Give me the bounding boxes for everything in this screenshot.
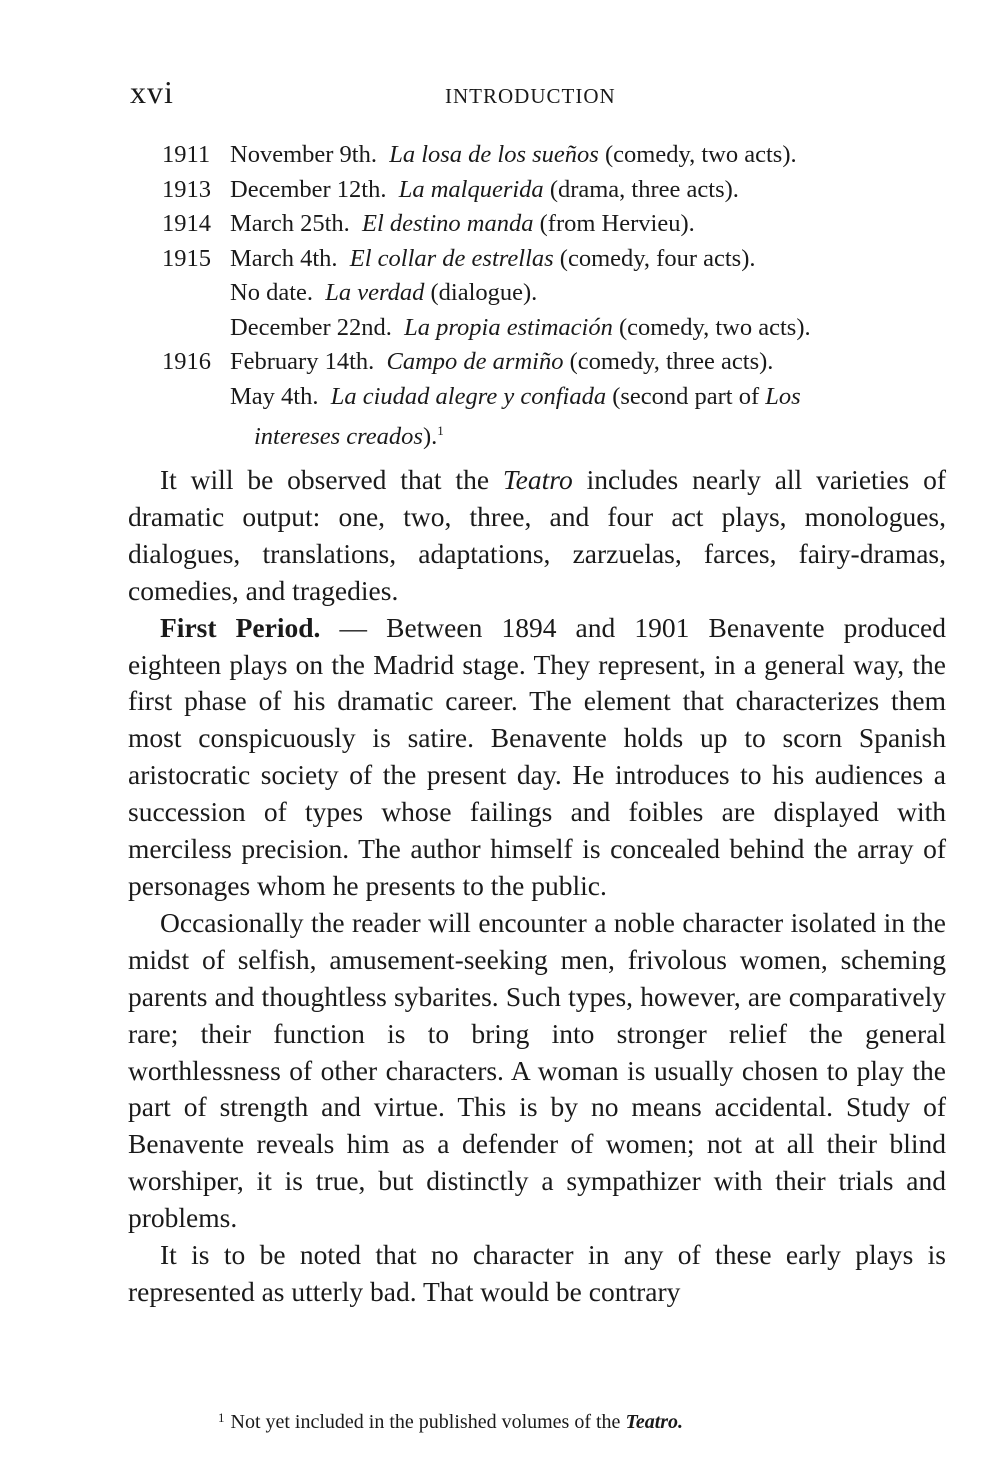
- entry-title: La losa de los sueños: [389, 141, 599, 168]
- italic-term: Teatro: [502, 464, 573, 495]
- entry-year: 1911: [162, 141, 211, 168]
- entry-year: 1913: [162, 175, 211, 203]
- footnote-mark: 1: [218, 1410, 225, 1425]
- entry-date: December 12th.: [230, 175, 387, 203]
- entry-title: Campo de armiño: [386, 348, 564, 375]
- chronology-entry: [162, 345, 952, 380]
- entry-date: March 4th.: [230, 244, 338, 272]
- footnote-reference: 1: [437, 423, 444, 438]
- entry-note: (comedy, four acts).: [559, 244, 756, 272]
- entry-date: February 14th.: [230, 348, 375, 375]
- chronology-list: [162, 138, 952, 449]
- running-head: INTRODUCTION: [445, 84, 616, 108]
- paragraph: Occasionally the reader will encounter a noble character isolated in the midst of selfish, amusement-seeking men, frivolous women, scheming parents and thoughtless sybarites. Such types, however, are comparatively rare; their function is to bring into stronger relief the general worthlessness of other characters. A woman is usually chosen to play the part of strength and virtue. This is by no means accidental. Study of Benavente reveals him as a defender of women; not at all their blind worshiper, it is true, but distinctly a sympathizer with their trials and problems.: [128, 906, 946, 1234]
- entry-note: (from Hervieu).: [539, 210, 695, 237]
- entry-note-end: ).: [422, 423, 438, 450]
- entry-title: La ciudad alegre y confiada: [330, 382, 607, 410]
- paragraph-text: — Between 1894 and 1901 Benavente produced eighteen plays on the Madrid stage. They represent, in a general way, the first phase of his dramatic career. The element that characterizes them most conspicuously is satire. Benavente holds up to scorn Spanish aristocratic society of the present day. He introduces to his audiences a succession of types whose failings and foibles are displayed with merciless precision. The author himself is concealed behind the array of personages whom he presents to the public.: [128, 611, 946, 901]
- entry-title: La propia estimación: [404, 313, 613, 341]
- footnote-italic: Teatro.: [625, 1411, 684, 1433]
- entry-year: 1914: [162, 210, 211, 237]
- entry-title: La verdad: [325, 279, 425, 306]
- entry-date: May 4th.: [230, 382, 319, 410]
- entry-date: December 22nd.: [230, 313, 392, 341]
- entry-year: 1915: [162, 244, 211, 272]
- chronology-entry: [162, 173, 952, 208]
- entry-date: November 9th.: [230, 141, 377, 168]
- chronology-entry: [162, 311, 952, 346]
- chronology-entry: [162, 138, 952, 173]
- entry-note: (drama, three acts).: [549, 175, 739, 203]
- footnote: [218, 1410, 918, 1434]
- chronology-entry: [162, 242, 952, 277]
- chronology-entry: [162, 380, 952, 449]
- entry-note-title-start: Los: [765, 382, 801, 410]
- paragraph-text: includes nearly all varieties of dramatic output: one, two, three, and four act plays, monologues, dialogues, translations, adaptations, zarzuelas, farces, fairy-dramas, comedies, and tragedies.: [128, 464, 946, 606]
- chronology-entry: [162, 207, 952, 242]
- chronology-entry: [162, 276, 952, 311]
- paragraph: [128, 610, 946, 905]
- entry-title: La malquerida: [398, 175, 544, 203]
- entry-note: (comedy, two acts).: [619, 313, 811, 341]
- entry-date: March 25th.: [230, 210, 350, 237]
- entry-date: No date.: [230, 279, 313, 306]
- entry-note: (dialogue).: [430, 279, 538, 306]
- body-text: [128, 462, 946, 1311]
- entry-note-title: intereses creados: [254, 423, 423, 450]
- section-lead: First Period.: [160, 611, 321, 643]
- entry-year: 1916: [162, 348, 211, 375]
- entry-note: (second part of: [612, 382, 760, 410]
- paragraph: [128, 462, 946, 610]
- paragraph: It is to be noted that no character in any of these early plays is represented as utterly bad. That would be contrary: [128, 1239, 946, 1307]
- entry-title: El destino manda: [362, 210, 534, 237]
- entry-title: El collar de estrellas: [349, 244, 554, 272]
- footnote-text: Not yet included in the published volumes of the: [230, 1411, 626, 1433]
- page-header: [130, 74, 945, 114]
- paragraph-text: It will be observed that the: [160, 464, 503, 495]
- entry-note: (comedy, three acts).: [569, 348, 774, 375]
- entry-note: (comedy, two acts).: [604, 141, 797, 168]
- page-number: xvi: [130, 74, 174, 110]
